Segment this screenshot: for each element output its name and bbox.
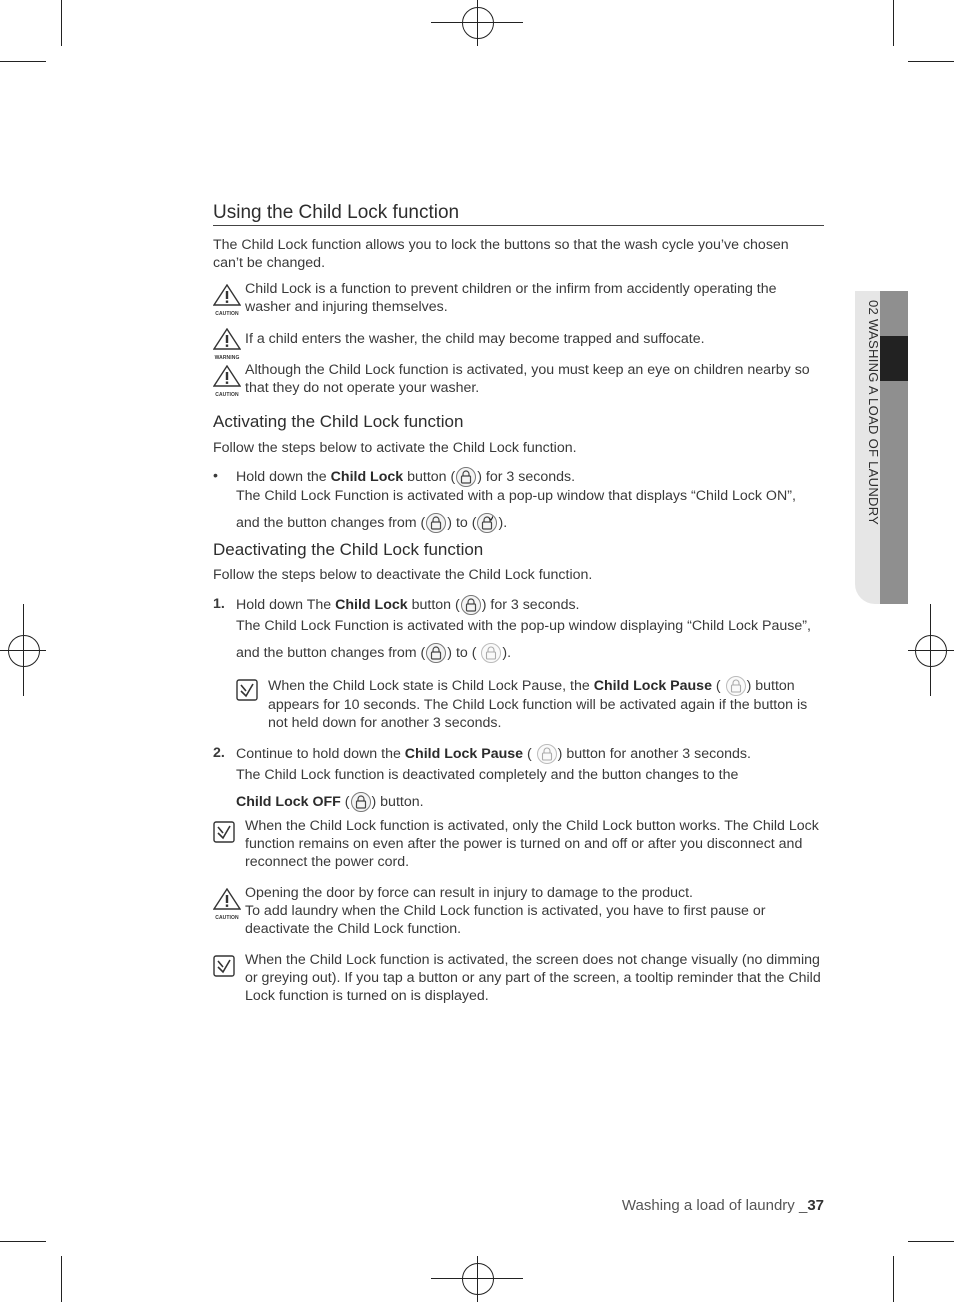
- crop-mark: [908, 1241, 954, 1242]
- child-lock-pause-icon: [537, 744, 557, 764]
- step-detail: and the button changes from ( ) to ( ).: [236, 645, 512, 661]
- intro-text: The Child Lock function allows you to lock the buttons so that the wash cycle you’ve chosen can’t be changed.: [213, 237, 789, 271]
- child-lock-off-icon: [351, 792, 371, 812]
- registration-mark: [915, 635, 947, 667]
- crop-mark: [0, 1241, 46, 1242]
- crop-mark: [431, 22, 523, 23]
- page-content: [213, 202, 824, 1004]
- child-lock-on-icon: [461, 595, 481, 615]
- crop-mark: [477, 0, 478, 46]
- note-icon: [213, 821, 235, 843]
- bullet: •: [213, 468, 218, 484]
- step-detail: Child Lock OFF ( ) button.: [236, 794, 424, 810]
- registration-mark: [462, 7, 494, 39]
- step-text: Hold down the Child Lock button ( ) for 3 seconds.: [236, 469, 576, 485]
- step-number: 2.: [213, 745, 225, 761]
- caution-icon: CAUTION: [213, 888, 241, 927]
- side-tab-marker: [880, 336, 908, 381]
- warning-text: If a child enters the washer, the child may become trapped and suffocate.: [245, 331, 705, 347]
- crop-mark: [61, 1256, 62, 1302]
- crop-mark: [477, 1256, 478, 1302]
- child-lock-pause-icon: [481, 643, 501, 663]
- child-lock-on-icon: [477, 513, 497, 533]
- note-text: When the Child Lock function is activated, the screen does not change visually (no dimming or greying out). If you tap a button or any part of the screen, a tooltip reminder that the Child Lock function is turned on is displayed.: [245, 952, 821, 1004]
- note-text: When the Child Lock function is activated, only the Child Lock button works. The Child Lock function remains on even after the power is turned on and off or after you disconnect and reconnect the power cord.: [245, 818, 819, 870]
- crop-mark: [61, 0, 62, 46]
- footer-text: Washing a load of laundry _: [621, 1197, 808, 1214]
- section-heading-activating: Activating the Child Lock function: [213, 412, 464, 431]
- page-number: 37: [807, 1197, 824, 1214]
- caution-text: Child Lock is a function to prevent children or the infirm from accidently operating the washer and injuring themselves.: [245, 281, 777, 315]
- child-lock-off-icon: [426, 513, 446, 533]
- child-lock-pause-icon: [726, 676, 746, 696]
- step-detail: and the button changes from ( ) to ( ).: [236, 515, 508, 531]
- warning-icon: WARNING: [213, 328, 241, 367]
- note-icon: [213, 955, 235, 977]
- crop-mark: [908, 61, 954, 62]
- caution-icon: CAUTION: [213, 284, 241, 323]
- crop-mark: [908, 650, 954, 651]
- crop-mark: [23, 604, 24, 696]
- crop-mark: [893, 0, 894, 46]
- caution-text: Although the Child Lock function is activated, you must keep an eye on children nearby so that they do not operate your washer.: [245, 362, 810, 396]
- side-tab-label: 02 WASHING A LOAD OF LAUNDRY: [866, 300, 881, 526]
- page-footer: [622, 1197, 824, 1214]
- page-title: Using the Child Lock function: [213, 204, 824, 226]
- deactivating-intro: Follow the steps below to deactivate the Child Lock function.: [213, 567, 593, 583]
- activating-intro: Follow the steps below to activate the Child Lock function.: [213, 440, 577, 456]
- registration-mark: [462, 1263, 494, 1295]
- crop-mark: [0, 61, 46, 62]
- step-text: Hold down The Child Lock button ( ) for 3 seconds.: [236, 597, 580, 613]
- step-detail: The Child Lock function is deactivated completely and the button changes to the: [236, 767, 739, 783]
- caution-icon: CAUTION: [213, 365, 241, 404]
- step-text: Continue to hold down the Child Lock Pause ( ) button for another 3 seconds.: [236, 746, 751, 762]
- child-lock-button-icon: [456, 467, 476, 487]
- step-number: 1.: [213, 596, 225, 612]
- step-detail: The Child Lock Function is activated with a pop-up window that displays “Child Lock ON”,: [236, 488, 796, 504]
- crop-mark: [930, 604, 931, 696]
- note-icon: [236, 679, 258, 701]
- note-text: When the Child Lock state is Child Lock Pause, the Child Lock Pause ( ) button appears for 10 seconds. The Child Lock function will be activated again if the button is not held down for another 3 seconds.: [268, 678, 808, 731]
- step-detail: The Child Lock Function is activated with the pop-up window displaying “Child Lock Pause”,: [236, 618, 811, 634]
- crop-mark: [893, 1256, 894, 1302]
- caution-text: To add laundry when the Child Lock function is activated, you have to first pause or deactivate the Child Lock function.: [245, 903, 766, 937]
- registration-mark: [8, 635, 40, 667]
- child-lock-on-icon: [426, 643, 446, 663]
- crop-mark: [431, 1278, 523, 1279]
- caution-text: Opening the door by force can result in injury to damage to the product.: [245, 885, 693, 901]
- section-heading-deactivating: Deactivating the Child Lock function: [213, 540, 484, 559]
